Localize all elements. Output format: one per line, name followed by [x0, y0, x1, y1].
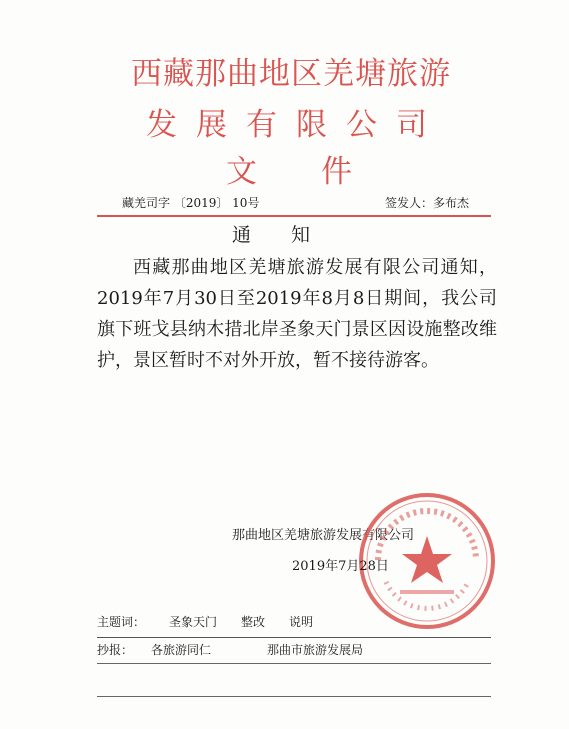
subject-label: 主题词： [97, 615, 146, 629]
footer-divider [97, 637, 491, 638]
masthead-divider [97, 215, 491, 217]
cc-recipient: 各旅游同仁 [151, 643, 212, 657]
footer-divider [97, 696, 491, 697]
subject-keyword: 圣象天门 [169, 615, 218, 629]
subject-keywords [97, 613, 313, 630]
signature-organization: 那曲地区羌塘旅游发展有限公司 [232, 528, 415, 543]
notice-body: 西藏那曲地区羌塘旅游发展有限公司通知，2019年7月30日至2019年8月8日期间，我公司旗下班戈县纳木措北岸圣象天门景区因设施整改维护，景区暂时不对外开放，暂不接待游客。 [97, 257, 497, 371]
signature-date: 2019年7月28日 [292, 559, 389, 574]
masthead-line-1: 西藏那曲地区羌塘旅游 [131, 56, 451, 92]
notice-title: 通知 [232, 224, 351, 246]
footer-divider [97, 663, 491, 664]
document-number: 藏羌司字 〔2019〕 10号 [122, 196, 260, 210]
cc-recipient: 那曲市旅游发展局 [267, 643, 364, 657]
masthead-line-2: 发展有限公司 [146, 107, 446, 143]
cc-label: 抄报： [97, 643, 134, 657]
subject-keyword: 说明 [289, 615, 314, 629]
masthead-line-3: 文件 [226, 154, 416, 190]
issuer: 签发人：多布杰 [385, 196, 470, 210]
subject-keyword: 整改 [241, 615, 266, 629]
cc-line [97, 641, 363, 658]
